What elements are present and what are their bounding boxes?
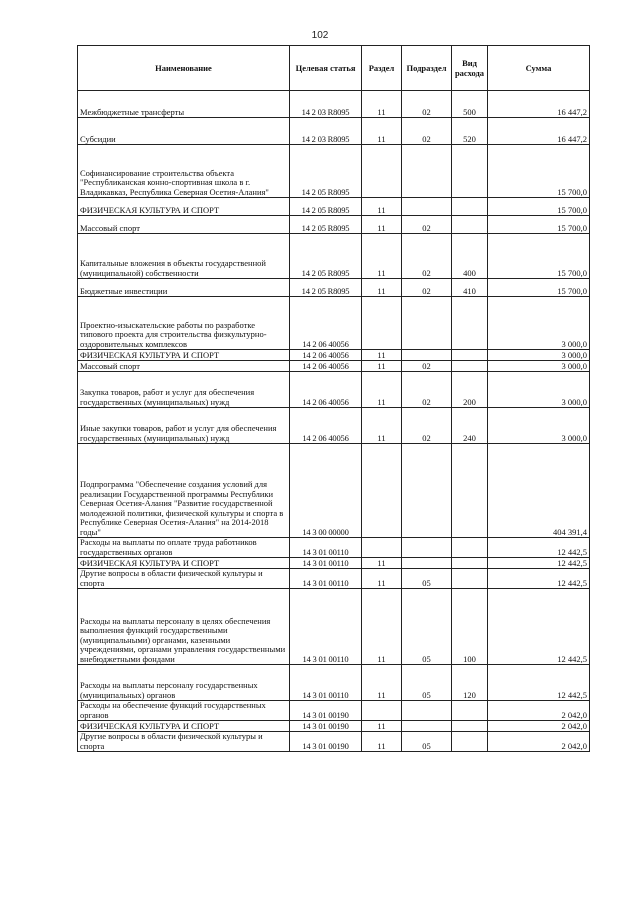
row-expense-type-cell [452,701,488,721]
row-subsection-cell [402,350,452,361]
table-row [78,558,590,569]
row-subsection-cell [402,444,452,538]
row-subsection-cell: 02 [402,216,452,234]
table-row [78,198,590,216]
row-expense-type-cell: 520 [452,118,488,145]
row-amount-cell: 16 447,2 [488,118,590,145]
row-name-cell: ФИЗИЧЕСКАЯ КУЛЬТУРА И СПОРТ [78,350,290,361]
table-row [78,216,590,234]
table-row [78,444,590,538]
row-expense-type-cell [452,569,488,589]
row-amount-cell: 3 000,0 [488,408,590,444]
row-target-cell: 14 2 05 R8095 [290,279,362,297]
table-row [78,569,590,589]
row-expense-type-cell: 120 [452,665,488,701]
page-number: 102 [311,30,329,41]
row-name-cell: ФИЗИЧЕСКАЯ КУЛЬТУРА И СПОРТ [78,558,290,569]
row-section-cell: 11 [362,721,402,732]
row-section-cell: 11 [362,361,402,372]
row-subsection-cell: 05 [402,732,452,752]
row-expense-type-cell [452,444,488,538]
row-section-cell: 11 [362,732,402,752]
table-row [78,234,590,279]
row-subsection-cell: 02 [402,91,452,118]
row-subsection-cell [402,558,452,569]
row-subsection-cell [402,297,452,350]
table-row [78,538,590,558]
row-amount-cell: 16 447,2 [488,91,590,118]
header-subsection: Подраздел [402,46,452,91]
row-target-cell: 14 3 01 00110 [290,589,362,665]
row-amount-cell: 15 700,0 [488,198,590,216]
row-expense-type-cell: 200 [452,372,488,408]
row-target-cell: 14 3 01 00190 [290,701,362,721]
row-expense-type-cell [452,216,488,234]
table-row [78,732,590,752]
row-name-cell: Субсидии [78,118,290,145]
row-name-cell: Массовый спорт [78,361,290,372]
row-target-cell: 14 2 06 40056 [290,372,362,408]
row-name-cell: Межбюджетные трансферты [78,91,290,118]
row-target-cell: 14 3 01 00110 [290,538,362,558]
row-target-cell: 14 2 06 40056 [290,297,362,350]
row-subsection-cell [402,538,452,558]
row-section-cell: 11 [362,279,402,297]
table-row [78,589,590,665]
row-expense-type-cell: 240 [452,408,488,444]
row-expense-type-cell [452,297,488,350]
row-target-cell: 14 2 06 40056 [290,350,362,361]
row-section-cell: 11 [362,91,402,118]
header-target: Целевая статья [290,46,362,91]
table-row [78,145,590,198]
row-target-cell: 14 2 03 R8095 [290,118,362,145]
row-section-cell [362,538,402,558]
row-expense-type-cell [452,721,488,732]
row-subsection-cell: 02 [402,408,452,444]
row-amount-cell: 3 000,0 [488,372,590,408]
row-target-cell: 14 2 06 40056 [290,408,362,444]
row-section-cell [362,145,402,198]
row-name-cell: ФИЗИЧЕСКАЯ КУЛЬТУРА И СПОРТ [78,198,290,216]
row-section-cell: 11 [362,350,402,361]
row-target-cell: 14 3 01 00190 [290,721,362,732]
row-target-cell: 14 3 00 00000 [290,444,362,538]
row-subsection-cell [402,701,452,721]
row-section-cell: 11 [362,216,402,234]
row-target-cell: 14 3 01 00190 [290,732,362,752]
row-amount-cell: 12 442,5 [488,538,590,558]
table-header [78,46,590,91]
row-subsection-cell: 02 [402,361,452,372]
table-row [78,350,590,361]
row-subsection-cell: 05 [402,589,452,665]
row-target-cell: 14 3 01 00110 [290,558,362,569]
table-body [78,91,590,752]
header-expense-type: Вид расхода [452,46,488,91]
row-name-cell: Расходы на выплаты персоналу государственных (муниципальных) органов [78,665,290,701]
row-expense-type-cell: 500 [452,91,488,118]
row-name-cell: Бюджетные инвестиции [78,279,290,297]
table-row [78,279,590,297]
row-expense-type-cell: 100 [452,589,488,665]
row-name-cell: Подпрограмма "Обеспечение создания условий для реализации Государственной программы Республики Северная Осетия-Алания "Развитие государственной молодежной политики, физической культуры и спорта в Республике Северная Осетия-Алания" на 2014-2018 годы" [78,444,290,538]
row-name-cell: Капитальные вложения в объекты государственной (муниципальной) собственности [78,234,290,279]
row-name-cell: Массовый спорт [78,216,290,234]
table-row [78,372,590,408]
row-target-cell: 14 2 03 R8095 [290,91,362,118]
row-expense-type-cell [452,350,488,361]
row-amount-cell: 12 442,5 [488,558,590,569]
row-expense-type-cell [452,198,488,216]
row-subsection-cell: 02 [402,372,452,408]
row-name-cell: ФИЗИЧЕСКАЯ КУЛЬТУРА И СПОРТ [78,721,290,732]
row-target-cell: 14 2 06 40056 [290,361,362,372]
row-subsection-cell: 02 [402,118,452,145]
row-amount-cell: 2 042,0 [488,701,590,721]
row-amount-cell: 12 442,5 [488,589,590,665]
row-subsection-cell [402,145,452,198]
row-amount-cell: 12 442,5 [488,665,590,701]
row-section-cell: 11 [362,569,402,589]
row-name-cell: Расходы на выплаты персоналу в целях обеспечения выполнения функций государственными (муниципальными) органами, казенными учреждениями, органами управления государственными внебюджетными фондами [78,589,290,665]
table-row [78,91,590,118]
table-row [78,297,590,350]
row-section-cell: 11 [362,558,402,569]
row-amount-cell: 2 042,0 [488,732,590,752]
row-target-cell: 14 3 01 00110 [290,665,362,701]
row-section-cell [362,297,402,350]
row-amount-cell: 15 700,0 [488,216,590,234]
row-amount-cell: 2 042,0 [488,721,590,732]
row-subsection-cell [402,198,452,216]
row-subsection-cell: 02 [402,279,452,297]
row-target-cell: 14 2 05 R8095 [290,198,362,216]
row-section-cell: 11 [362,408,402,444]
row-expense-type-cell [452,145,488,198]
row-expense-type-cell [452,538,488,558]
header-row [78,46,590,91]
header-name: Наименование [78,46,290,91]
row-amount-cell: 15 700,0 [488,145,590,198]
row-name-cell: Расходы на выплаты по оплате труда работников государственных органов [78,538,290,558]
row-name-cell: Закупка товаров, работ и услуг для обеспечения государственных (муниципальных) нужд [78,372,290,408]
table-row [78,408,590,444]
row-name-cell: Другие вопросы в области физической культуры и спорта [78,732,290,752]
row-amount-cell: 3 000,0 [488,361,590,372]
row-amount-cell: 12 442,5 [488,569,590,589]
row-subsection-cell [402,721,452,732]
row-target-cell: 14 2 05 R8095 [290,234,362,279]
row-subsection-cell: 05 [402,569,452,589]
row-section-cell: 11 [362,589,402,665]
row-section-cell: 11 [362,372,402,408]
row-target-cell: 14 2 05 R8095 [290,145,362,198]
row-target-cell: 14 2 05 R8095 [290,216,362,234]
row-expense-type-cell [452,361,488,372]
header-amount: Сумма [488,46,590,91]
row-subsection-cell: 05 [402,665,452,701]
table-row [78,701,590,721]
header-section: Раздел [362,46,402,91]
table-row [78,721,590,732]
row-section-cell [362,701,402,721]
table-row [78,665,590,701]
row-expense-type-cell: 410 [452,279,488,297]
row-subsection-cell: 02 [402,234,452,279]
row-amount-cell: 3 000,0 [488,350,590,361]
row-expense-type-cell: 400 [452,234,488,279]
row-target-cell: 14 3 01 00110 [290,569,362,589]
table-row [78,118,590,145]
row-section-cell: 11 [362,198,402,216]
row-name-cell: Другие вопросы в области физической культуры и спорта [78,569,290,589]
row-name-cell: Расходы на обеспечение функций государственных органов [78,701,290,721]
row-name-cell: Проектно-изыскательские работы по разработке типового проекта для строительства физкультурно-оздоровительных комплексов [78,297,290,350]
row-amount-cell: 15 700,0 [488,279,590,297]
row-amount-cell: 404 391,4 [488,444,590,538]
row-section-cell: 11 [362,665,402,701]
row-expense-type-cell [452,558,488,569]
row-amount-cell: 15 700,0 [488,234,590,279]
budget-table [77,45,590,752]
row-section-cell: 11 [362,118,402,145]
row-section-cell [362,444,402,538]
table-row [78,361,590,372]
row-amount-cell: 3 000,0 [488,297,590,350]
row-name-cell: Софинансирование строительства объекта "Республиканская конно-спортивная школа в г. Владикавказ, Республика Северная Осетия-Алания" [78,145,290,198]
row-section-cell: 11 [362,234,402,279]
row-expense-type-cell [452,732,488,752]
row-name-cell: Иные закупки товаров, работ и услуг для обеспечения государственных (муниципальных) нужд [78,408,290,444]
